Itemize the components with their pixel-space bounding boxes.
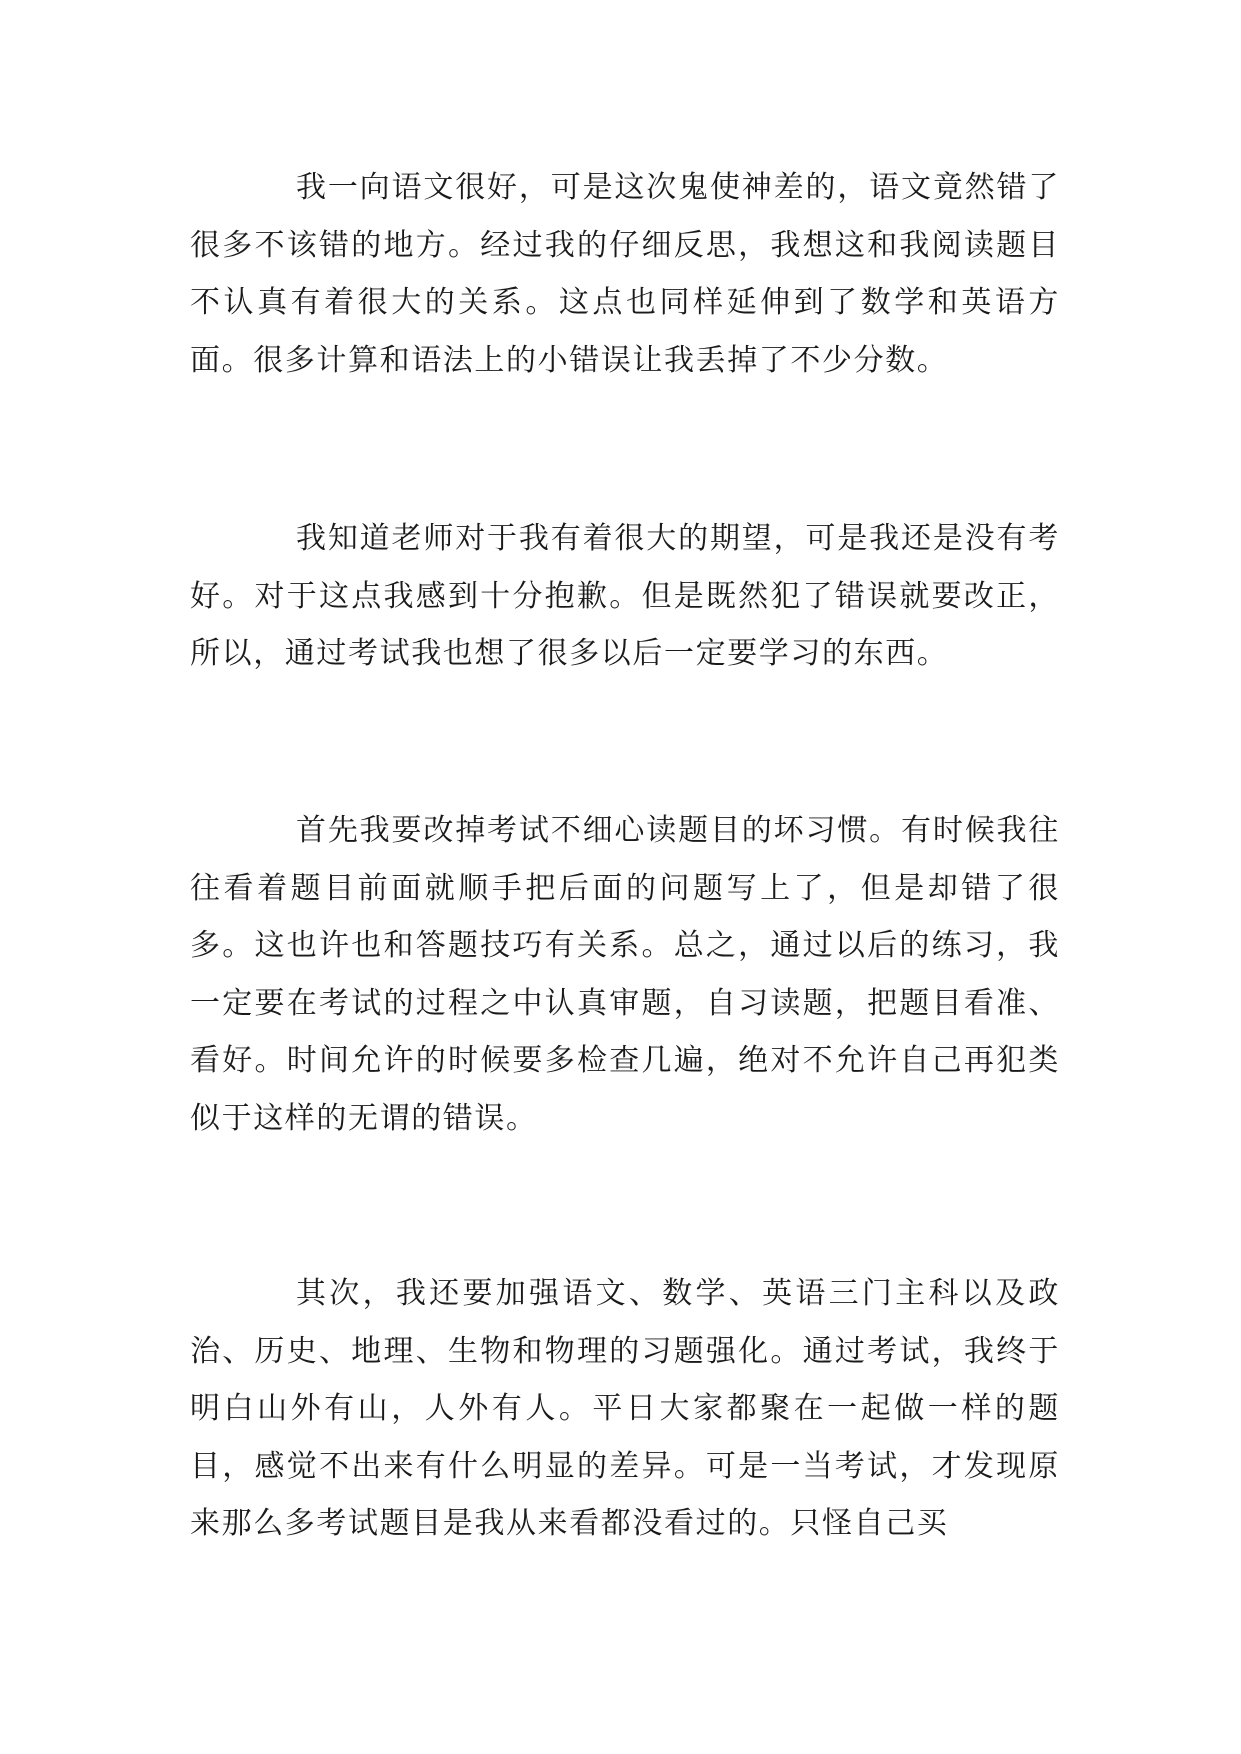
paragraph-3: 首先我要改掉考试不细心读题目的坏习惯。有时候我往往看着题目前面就顺手把后面的问题写上了，但是却错了很多。这也许也和答题技巧有关系。总之，通过以后的练习，我一定要在考试的过程之中认真审题，自习读题，把题目看准、看好。时间允许的时候要多检查几遍，绝对不允许自己再犯类似于这样的无谓的错误。 [190, 813, 1060, 1136]
paragraph-1: 我一向语文很好，可是这次鬼使神差的，语文竟然错了很多不该错的地方。经过我的仔细反思，我想这和我阅读题目不认真有着很大的关系。这点也同样延伸到了数学和英语方面。很多计算和语法上的小错误让我丢掉了不少分数。 [190, 170, 1060, 378]
paragraph-4: 其次，我还要加强语文、数学、英语三门主科以及政治、历史、地理、生物和物理的习题强化。通过考试，我终于明白山外有山，人外有人。平日大家都聚在一起做一样的题目，感觉不出来有什么明显的差异。可是一当考试，才发现原来那么多考试题目是我从来看都没看过的。只怪自己买 [190, 1276, 1060, 1541]
paragraph-2: 我知道老师对于我有着很大的期望，可是我还是没有考好。对于这点我感到十分抱歉。但是既然犯了错误就要改正，所以，通过考试我也想了很多以后一定要学习的东西。 [190, 521, 1060, 671]
